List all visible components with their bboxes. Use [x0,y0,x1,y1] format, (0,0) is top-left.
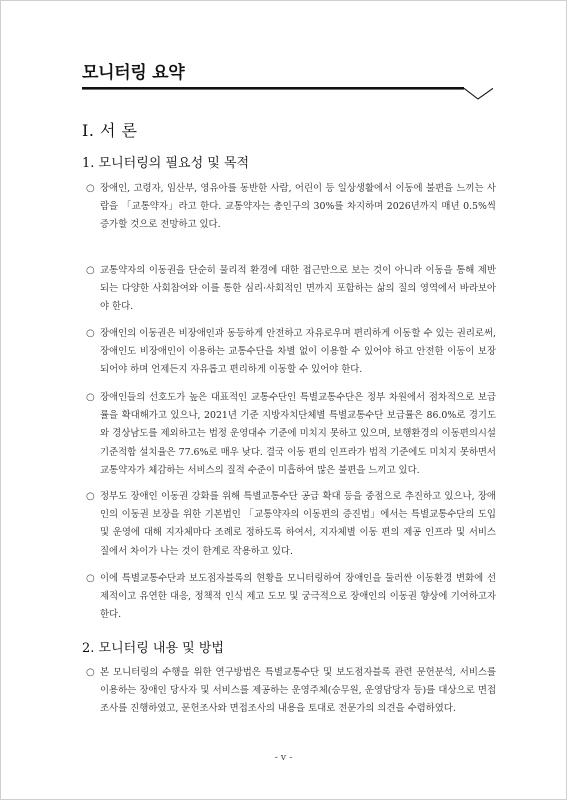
subsection-title-1: 1. 모니터링의 필요성 및 목적 [82,156,250,171]
list-item-text: 교통약자의 이동권을 단순히 물리적 환경에 대한 접근만으로 보는 것이 아니라 이동을 통해 제반되는 다양한 사회참여와 이를 통한 심리·사회적인 면까지 포함하는 삶의 질의 영역에서 바라보아야 한다. [100,265,496,313]
subsection-title-2: 2. 모니터링 내용 및 방법 [82,641,224,656]
section-title: Ⅰ. 서 론 [82,121,138,140]
list-item-text: 장애인들의 선호도가 높은 대표적인 교통수단인 특별교통수단은 정부 차원에서 점차적으로 보급률을 확대해가고 있으나, 2021년 기준 지방자치단체별 특별교통수단 보급률은 86.0%로 경기도와 경상남도를 제외하고는 법정 운영대수 기준에 미치지 못하고 있으며, 보행환경의 이동편의시설 기준적합 설치율은 77.6%로 매우 낮다. 결국 이동 편의 인프라가 법적 기준에도 미치지 못하면서 교통약자가 체감하는 서비스의 질적 수준이 미흡하여 많은 불편을 느끼고 있다. [100,392,496,476]
list-item [86,180,496,235]
list-item-text: 장애인, 고령자, 임산부, 영유아를 동반한 사람, 어린이 등 일상생활에서 이동에 불편을 느끼는 사람을 「교통약자」라고 한다. 교통약자는 총인구의 30%를 차지하며 2026년까지 매년 0.5%씩 증가할 것으로 전망하고 있다. [100,183,496,231]
bullet-circle-icon: ○ [86,265,95,276]
list-item [86,488,496,561]
bullet-circle-icon: ○ [86,328,95,339]
bullet-circle-icon: ○ [86,667,95,678]
header-title: 모니터링 요약 [82,63,185,83]
list-item [86,389,496,480]
list-item-text: 이에 특별교통수단과 보도점자블록의 현황을 모니터링하여 장애인을 둘러싼 이동환경 변화에 선제적이고 유연한 대응, 정책적 인식 제고 도모 및 궁극적으로 장애인의 이동권 향상에 기여하고자 한다. [100,573,496,621]
page-number: - v - [274,752,293,763]
bullet-circle-icon: ○ [86,491,95,502]
list-item [86,664,496,719]
bullet-circle-icon: ○ [86,573,95,584]
bullet-circle-icon: ○ [86,183,95,194]
list-item [86,570,496,625]
list-item-text: 정부도 장애인 이동권 강화를 위해 특별교통수단 공급 확대 등을 중점으로 추진하고 있으나, 장애인의 이동권 보장을 위한 기본법인 「교통약자의 이동편의 증진법」에서는 특별교통수단의 도입 및 운영에 대해 지자체마다 조례로 정하도록 하여서, 지자체별 이동 편의 제공 인프라 및 서비스 질에서 차이가 나는 것이 한계로 작용하고 있다. [100,491,496,557]
list-item-text: 장애인의 이동권은 비장애인과 동등하게 안전하고 자유로우며 편리하게 이동할 수 있는 권리로써, 장애인도 비장애인이 이용하는 교통수단을 차별 없이 이용할 수 있어야 하고 안전한 이동이 보장되어야 하며 언제든지 자유롭고 편리하게 이동할 수 있어야 한다. [100,328,496,376]
header-rule [82,87,493,101]
list-item [86,325,496,380]
bullet-circle-icon: ○ [86,392,95,403]
list-item [86,262,496,317]
list-item-text: 본 모니터링의 수행을 위한 연구방법은 특별교통수단 및 보도점자블록 관련 문헌분석, 서비스를 이용하는 장애인 당사자 및 서비스를 제공하는 운영주체(승무원, 운영담당자 등)를 대상으로 면접조사를 진행하였고, 문헌조사와 면접조사의 내용을 토대로 전문가의 의견을 수렴하였다. [100,667,496,715]
